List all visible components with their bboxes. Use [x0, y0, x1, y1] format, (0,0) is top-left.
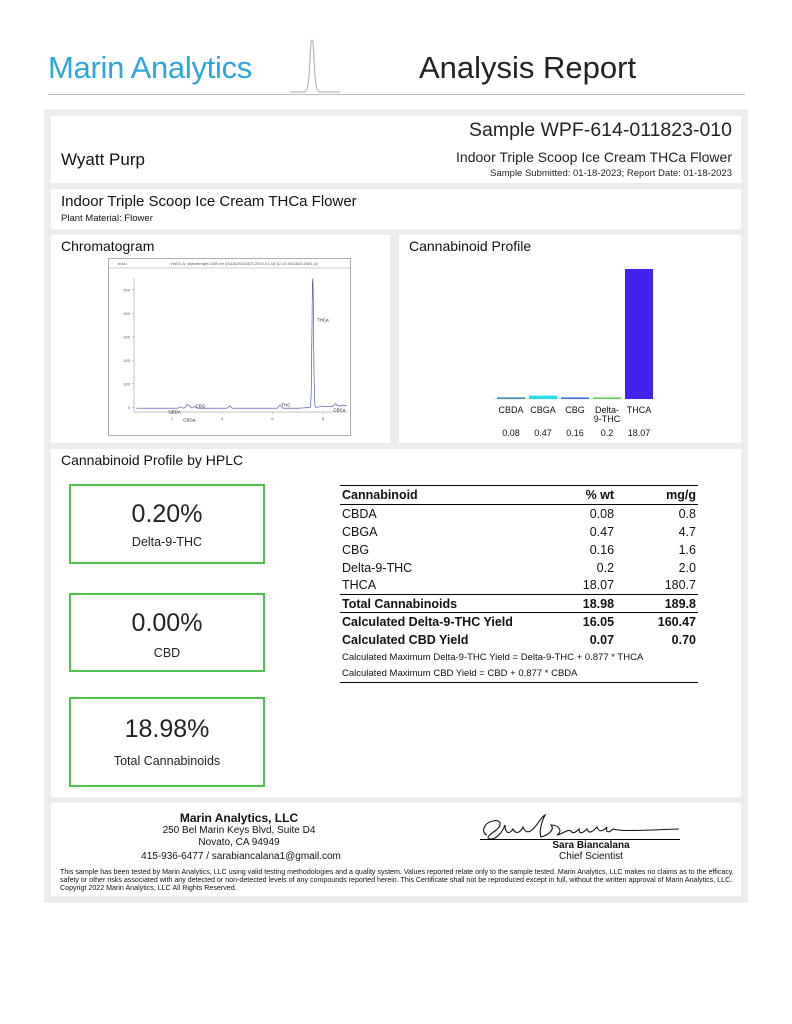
bar-delta-9-thc: [593, 397, 621, 399]
total-mg: 189.8: [644, 595, 698, 613]
lab-address: [129, 825, 349, 849]
note-row: [340, 649, 698, 666]
chromatogram-panel: [51, 235, 390, 443]
sample-panel: [51, 116, 741, 183]
stat-value-cbd: 0.00%: [131, 609, 203, 637]
cell-name: CBDA: [342, 506, 377, 521]
header-divider: [48, 94, 745, 95]
category-label: CBDA: [498, 405, 524, 415]
lab-address-line-2: Novato, CA 94949: [198, 837, 280, 848]
brand-logo-text: Marin Analytics: [48, 50, 252, 85]
cell-mg: 4.7: [678, 524, 696, 539]
total-row: [340, 595, 698, 613]
yield-row-thc: [340, 613, 698, 631]
cell-name: CBG: [342, 542, 370, 557]
sample-dates: Sample Submitted: 01-18-2023; Report Date: 01-18-2023: [490, 168, 732, 179]
hplc-title: Cannabinoid Profile by HPLC: [61, 452, 244, 468]
category-label: CBGA: [530, 405, 556, 415]
yield-row-cbd: [340, 631, 698, 649]
plant-material: Plant Material: Flower: [61, 213, 153, 224]
table-row: [340, 505, 698, 523]
table-row: [340, 577, 698, 595]
col-header-cannabinoid: Cannabinoid: [340, 486, 563, 505]
peak-label: CBGa: [183, 417, 196, 423]
yield-mg: 160.47: [657, 614, 696, 629]
scientist-role: Chief Scientist: [559, 851, 623, 862]
cell-mg: 2.0: [678, 560, 696, 575]
disclaimer-text: This sample has been tested by Marin Analytics, LLC using valid testing methodologies and a quality system. Values reported relate only to the sample tested. Marin Analytics, LLC makes no claims as to the efficacy, safety or other risks associated with any detected or non-detected levels of any compounds reported herein. This Certificate shall not be reproduced except in full, without the written approval of Marin Analytics, LLC. Copyrigt 2022 Marin Analytics, LLC All Rights Reserved.: [60, 868, 734, 892]
bar-cbg: [561, 397, 589, 399]
cell-mg: 0.8: [678, 506, 696, 521]
category-label: 9-THC: [593, 414, 621, 424]
peak-label: THC: [281, 402, 291, 408]
footer-panel: [51, 803, 741, 896]
peak-label: CBG: [195, 403, 206, 409]
profile-title: Cannabinoid Profile: [409, 238, 532, 254]
bar-thca: [625, 269, 653, 399]
value-label: 0.16: [566, 428, 584, 438]
cannabinoid-bar-chart: [399, 235, 741, 443]
yield-formula-cbd: Calculated Maximum CBD Yield = CBD + 0.877 * CBDA: [340, 666, 698, 683]
category-label: Delta-: [594, 405, 620, 415]
col-header-mg: mg/g: [644, 486, 698, 505]
y-tick-label: 0: [127, 404, 130, 410]
cell-mg: 180.7: [664, 578, 696, 593]
table-row: [340, 523, 698, 541]
stat-value-total: 18.98%: [124, 715, 210, 743]
col-header-pct: % wt: [563, 486, 644, 505]
y-tick-label: 400: [123, 310, 130, 316]
chromatogram-unit: mAU: [118, 261, 127, 266]
yield-mg: 0.70: [671, 632, 696, 647]
table-row: [340, 541, 698, 559]
bar-cbda: [497, 397, 525, 399]
yield-pct: 0.07: [589, 632, 615, 647]
hplc-table: [340, 485, 698, 683]
value-label: 0.08: [502, 428, 520, 438]
report-title: Analysis Report: [419, 50, 637, 85]
stat-label-total: Total Cannabinoids: [113, 754, 221, 768]
product-panel: [51, 189, 741, 229]
cell-pct: 0.47: [589, 524, 615, 539]
peak-logo-icon: [290, 36, 340, 96]
bar-cbga: [529, 396, 557, 399]
total-pct: 18.98: [563, 595, 644, 613]
scientist-name: Sara Biancalana: [552, 840, 630, 851]
peak-label: CBDA: [168, 409, 181, 415]
cell-name: THCA: [342, 578, 377, 593]
y-tick-label: 200: [123, 357, 130, 363]
lab-name: Marin Analytics, LLC: [179, 811, 299, 825]
stat-box-thc: [69, 484, 265, 564]
note-row: [340, 666, 698, 683]
cell-mg: 1.6: [678, 542, 696, 557]
peak-label: CBCa: [333, 407, 346, 413]
stat-label-cbd: CBD: [153, 646, 181, 660]
value-label: 0.2: [600, 428, 614, 438]
client-name: Wyatt Purp: [61, 150, 145, 169]
yield-formula-thc: Calculated Maximum Delta-9-THC Yield = Delta-9-THC + 0.877 * THCA: [342, 651, 644, 663]
stat-value-thc: 0.20%: [131, 500, 203, 528]
hplc-panel: [51, 449, 741, 797]
stat-box-total: [69, 697, 265, 787]
y-tick-label: 100: [123, 381, 130, 387]
category-label: THCA: [626, 405, 652, 415]
peak-label: THCa: [316, 317, 329, 323]
lab-address-line-1: 250 Bel Marin Keys Blvd, Suite D4: [162, 825, 316, 836]
value-label: 0.47: [534, 428, 552, 438]
yield-label: Calculated Delta-9-THC Yield: [342, 614, 513, 629]
signature-image: [479, 809, 689, 843]
category-label: CBG: [565, 405, 585, 415]
yield-label: Calculated CBD Yield: [342, 632, 469, 647]
stat-box-cbd: [69, 593, 265, 672]
cell-name: CBGA: [342, 524, 378, 539]
sample-name: Indoor Triple Scoop Ice Cream THCa Flower: [456, 149, 732, 165]
chromatogram-header: VWD1 A, Wavelength=228 nm (011823\011823 2023-01-18 12-10-0\01823-0461.D): [170, 261, 318, 266]
cell-pct: 18.07: [582, 578, 615, 593]
sample-id: Sample WPF-614-011823-010: [468, 119, 732, 141]
x-tick-label: 2: [170, 416, 173, 421]
total-label: Total Cannabinoids: [340, 595, 563, 613]
table-row: [340, 559, 698, 577]
chromatogram-title: Chromatogram: [61, 238, 155, 254]
cell-pct: 0.2: [596, 560, 615, 575]
x-tick-label: 6: [271, 416, 274, 421]
x-tick-label: 4: [221, 416, 224, 421]
table-header-row: [340, 486, 698, 505]
yield-pct: 16.05: [582, 614, 615, 629]
cell-name: Delta-9-THC: [342, 560, 413, 575]
value-label: 18.07: [627, 428, 651, 438]
y-tick-label: 300: [123, 334, 130, 340]
y-tick-label: 500: [123, 287, 130, 293]
product-title: Indoor Triple Scoop Ice Cream THCa Flower: [61, 193, 357, 210]
chromatogram-plot: [108, 258, 351, 436]
cannabinoid-profile-panel: [399, 235, 741, 443]
x-tick-label: 8: [321, 416, 324, 421]
cell-pct: 0.16: [589, 542, 615, 557]
lab-contact: 415-936-6477 / sarabiancalana1@gmail.com: [141, 851, 341, 862]
cell-pct: 0.08: [589, 506, 615, 521]
stat-label-thc: Delta-9-THC: [131, 535, 203, 549]
